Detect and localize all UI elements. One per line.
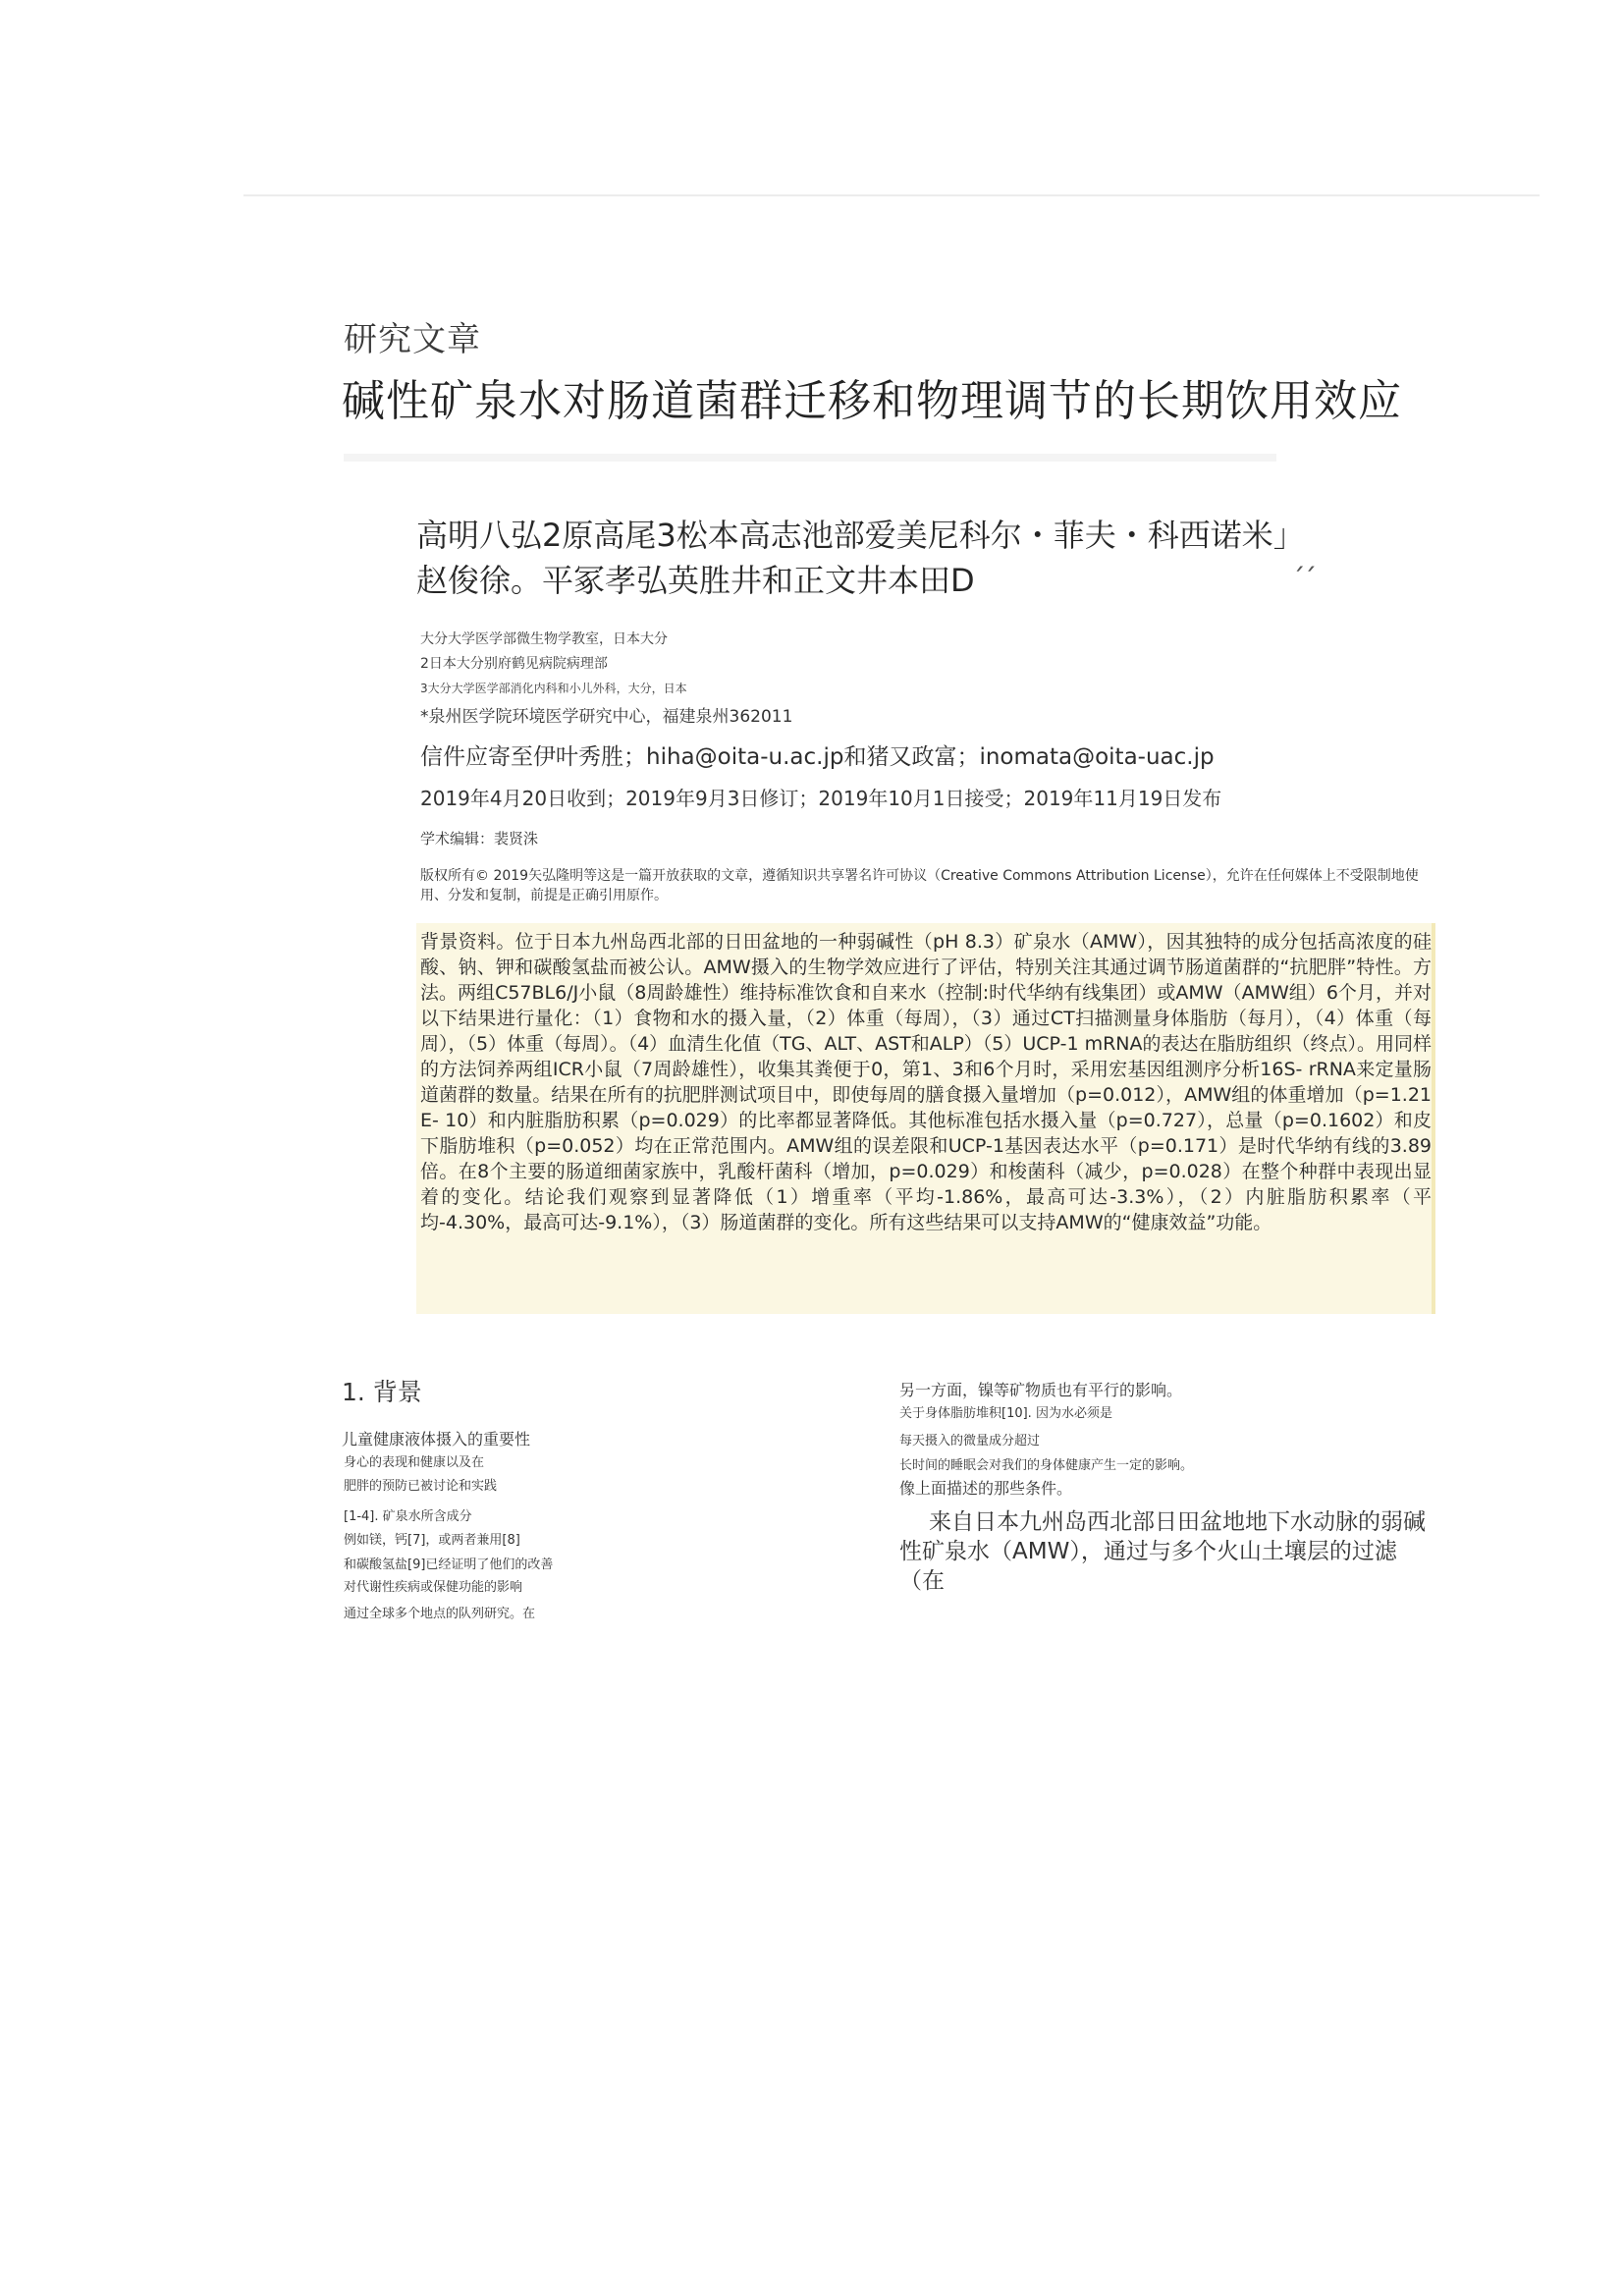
section-heading: 1. 背景 [342, 1378, 422, 1406]
right-col-paragraph: 来自日本九州岛西北部日田盆地地下水动脉的弱碱性矿泉水（AMW），通过与多个火山土壤层的过滤（在 [899, 1509, 1426, 1594]
left-col-line: 肥胖的预防已被讨论和实践 [344, 1479, 498, 1494]
right-col-line: 像上面描述的那些条件。 [899, 1479, 1073, 1498]
page-top-rule [243, 194, 1540, 196]
right-col-line: 每天摄入的微量成分超过 [899, 1434, 1041, 1449]
affiliation-1: 大分大学医学部微生物学教室，日本大分 [420, 631, 668, 647]
article-title: 碱性矿泉水对肠道菌群迁移和物理调节的长期饮用效应 [342, 376, 1402, 426]
copyright-notice: 版权所有© 2019矢弘隆明等这是一篇开放获取的文章，遵循知识共享署名许可协议（Creative Commons Attribution License），允许在任何媒体上不受限制地使用、分发和复制，前提是正确引用原作。 [420, 868, 1419, 903]
title-divider [344, 454, 1276, 462]
publication-dates: 2019年4月20日收到；2019年9月3日修订；2019年10月1日接受；2019年11月19日发布 [420, 787, 1222, 810]
right-col-line: 关于身体脂肪堆积[10]. 因为水必须是 [899, 1406, 1112, 1421]
affiliation-3: 3大分大学医学部消化内科和小儿外科，大分，日本 [420, 682, 687, 695]
left-col-line: 和碳酸氢盐[9]已经证明了他们的改善 [344, 1558, 554, 1572]
abstract-text: 背景资料。位于日本九州岛西北部的日田盆地的一种弱碱性（pH 8.3）矿泉水（AMW），因其独特的成分包括高浓度的硅酸、钠、钾和碳酸氢盐而被公认。AMW摄入的生物学效应进行了评估，特别关注其通过调节肠道菌群的“抗肥胖”特性。方法。两组C57BL6/J小鼠（8周龄雄性）维持标准饮食和自来水（控制:时代华纳有线集团）或AMW（AMW组）6个月，并对以下结果进行量化：（1）食物和水的摄入量，（2）体重（每周），（3）通过CT扫描测量身体脂肪（每月），（4）体重（每周），（5）体重（每周）。（4）血清生化值（TG、ALT、AST和ALP）（5）UCP-1 mRNA的表达在脂肪组织（终点）。用同样的方法饲养两组ICR小鼠（7周龄雄性），收集其粪便于0，第1、3和6个月时，采用宏基因组测序分析16S- rRNA来定量肠道菌群的数量。结果在所有的抗肥胖测试项目中，即使每周的膳食摄入量增加（p=0.012），AMW组的体重增加（p=1.21 E- 10）和内脏脂肪积累（p=0.029）的比率都显著降低。其他标准包括水摄入量（p=0.727），总量（p=0.1602）和皮下脂肪堆积（p=0.052）均在正常范围内。AMW组的误差限和UCP-1基因表达水平（p=0.171）是时代华纳有线的3.89倍。在8个主要的肠道细菌家族中，乳酸杆菌科（增加，p=0.029）和梭菌科（减少，p=0.028）在整个种群中表现出显着的变化。结论我们观察到显著降低（1）增重率（平均-1.86%，最高可达-3.3%），（2）内脏脂肪积累率（平均-4.30%，最高可达-9.1%），（3）肠道菌群的变化。所有这些结果可以支持AMW的“健康效益”功能。 [420, 931, 1432, 1233]
authors-line-1: 高明八弘2原高尾3松本高志池部爱美尼科尔・菲夫・科西诺米」 [416, 517, 1305, 554]
left-col-line: 例如镁，钙[7]，或两者兼用[8] [344, 1533, 520, 1548]
right-col-line: 另一方面，镍等矿物质也有平行的影响。 [899, 1381, 1183, 1399]
left-col-line: 身心的表现和健康以及在 [344, 1455, 485, 1470]
correspondence: 信件应寄至伊叶秀胜；hiha@oita-u.ac.jp和猪又政富；inomata@oita-uac.jp [420, 744, 1215, 770]
affiliation-4: *泉州医学院环境医学研究中心，福建泉州362011 [420, 707, 793, 727]
affiliation-2: 2日本大分别府鹤见病院病理部 [420, 656, 608, 672]
left-col-line: 儿童健康液体摄入的重要性 [342, 1430, 531, 1449]
left-col-line: 通过全球多个地点的队列研究。在 [344, 1607, 536, 1621]
left-col-line: [1-4]. 矿泉水所含成分 [344, 1509, 472, 1524]
academic-editor: 学术编辑：裴贤洙 [420, 830, 539, 847]
right-col-line: 长时间的睡眠会对我们的身体健康产生一定的影响。 [899, 1458, 1194, 1473]
author-list [416, 513, 1305, 603]
article-type-label: 研究文章 [344, 320, 481, 359]
authors-line-2: 赵俊徐。平冢孝弘英胜井和正文井本田D [416, 562, 975, 599]
author-mark: ׳׳ [1294, 556, 1318, 588]
left-col-line: 对代谢性疾病或保健功能的影响 [344, 1580, 523, 1595]
